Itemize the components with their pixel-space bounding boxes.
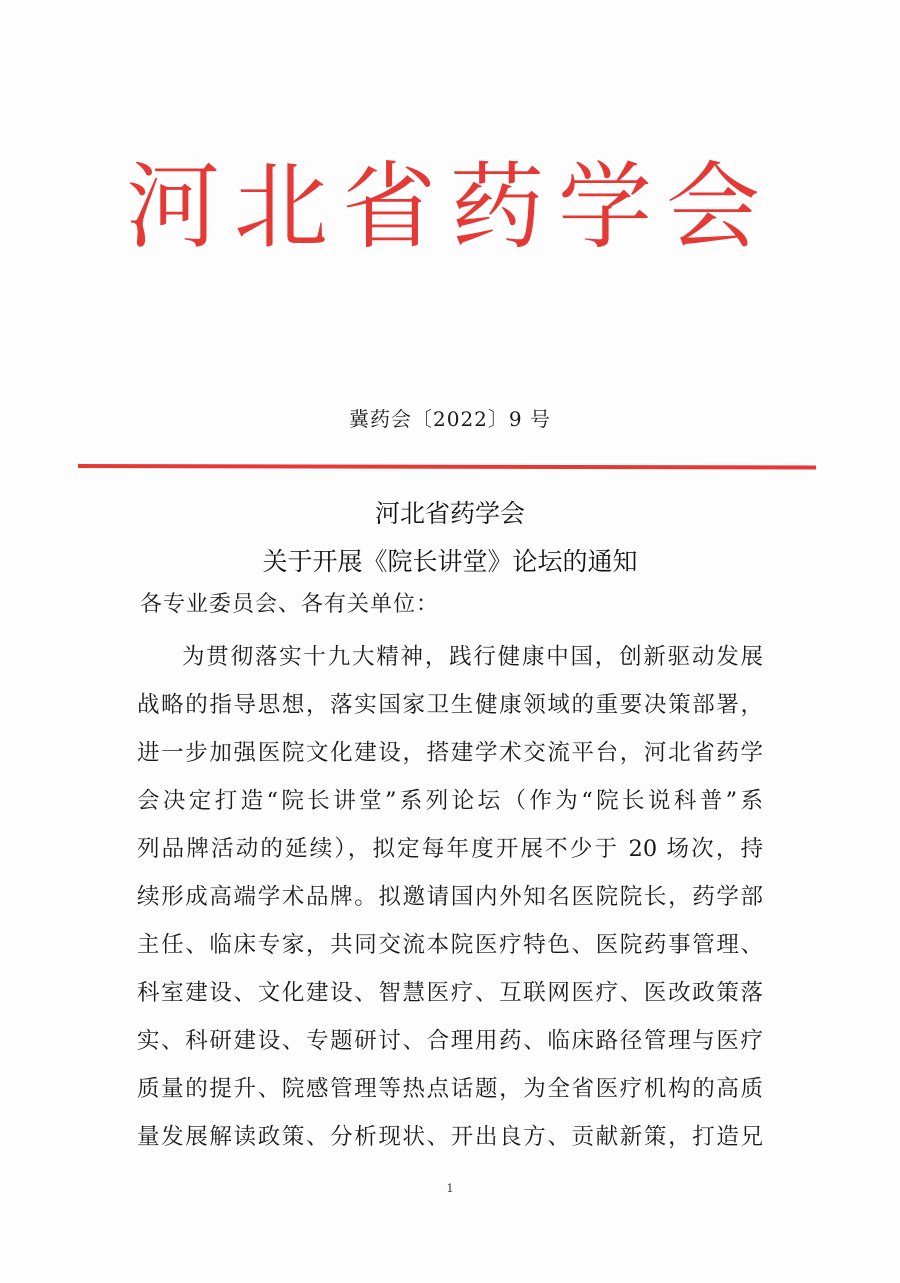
body-line: 科室建设、文化建设、智慧医疗、互联网医疗、医改政策落 bbox=[137, 980, 763, 1006]
page-number: 1 bbox=[446, 1182, 454, 1195]
notice-title-line-2: 关于开展《院长讲堂》论坛的通知 bbox=[262, 547, 638, 576]
body-line: 列品牌活动的延续），拟定每年度开展不少于 20 场次，持 bbox=[137, 836, 763, 862]
body-line: 为贯彻落实十九大精神，践行健康中国，创新驱动发展 bbox=[182, 644, 763, 670]
body-line: 进一步加强医院文化建设，搭建学术交流平台，河北省药学 bbox=[137, 740, 763, 766]
body-line: 量发展解读政策、分析现状、开出良方、贡献新策，打造兄 bbox=[137, 1124, 763, 1150]
body-line: 续形成高端学术品牌。拟邀请国内外知名医院院长，药学部 bbox=[137, 884, 763, 910]
body-line: 主任、临床专家，共同交流本院医疗特色、医院药事管理、 bbox=[137, 932, 763, 958]
document-number: 冀药会〔2022〕9 号 bbox=[349, 407, 551, 431]
org-masthead: 河北省药学会 bbox=[125, 153, 774, 262]
notice-title-line-1: 河北省药学会 bbox=[374, 499, 525, 528]
body-line: 战略的指导思想，落实国家卫生健康领域的重要决策部署， bbox=[137, 692, 763, 718]
body-line: 会决定打造“院长讲堂”系列论坛（作为“院长说科普”系 bbox=[137, 788, 763, 814]
body-line: 质量的提升、院感管理等热点话题，为全省医疗机构的高质 bbox=[137, 1076, 763, 1102]
body-line: 实、科研建设、专题研讨、合理用药、临床路径管理与医疗 bbox=[137, 1028, 763, 1054]
salutation: 各专业委员会、各有关单位： bbox=[140, 592, 440, 617]
red-divider-line bbox=[78, 464, 816, 470]
